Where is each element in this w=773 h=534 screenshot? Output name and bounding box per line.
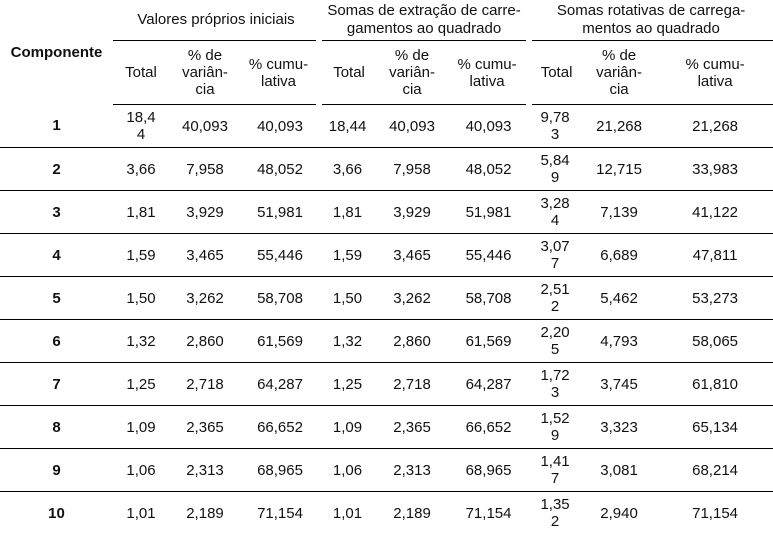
group-header-initial: Valores próprios iniciais <box>113 0 319 41</box>
table-cell: 33,983 <box>657 148 773 191</box>
sub-header-row <box>0 41 773 105</box>
table-cell: 2,860 <box>169 320 241 363</box>
table-cell: 3,66 <box>113 148 169 191</box>
table-cell: 71,154 <box>241 492 319 534</box>
table-cell: 66,652 <box>241 406 319 449</box>
sub-header: % de variân- cia <box>376 41 448 105</box>
table-cell: 1,06 <box>319 449 376 492</box>
table-cell: 41,122 <box>657 191 773 234</box>
table-row <box>0 148 773 191</box>
table-cell: 1,59 <box>319 234 376 277</box>
table-cell: 3,262 <box>376 277 448 320</box>
table-cell: 3,07 7 <box>529 234 581 277</box>
table-cell: 68,214 <box>657 449 773 492</box>
sub-header: Total <box>529 41 581 105</box>
table-cell: 40,093 <box>241 105 319 148</box>
table-cell: 2,189 <box>169 492 241 534</box>
table-cell: 2,718 <box>169 363 241 406</box>
table-cell: 1,81 <box>113 191 169 234</box>
table-cell: 68,965 <box>448 449 529 492</box>
table-cell: 5,462 <box>581 277 657 320</box>
table-cell: 1,52 9 <box>529 406 581 449</box>
table-cell: 1,25 <box>113 363 169 406</box>
table-cell: 61,810 <box>657 363 773 406</box>
table-row <box>0 234 773 277</box>
component-number: 5 <box>0 277 113 320</box>
table-cell: 21,268 <box>581 105 657 148</box>
sub-header: % cumu- lativa <box>241 41 319 105</box>
table-cell: 65,134 <box>657 406 773 449</box>
sub-header: % cumu- lativa <box>448 41 529 105</box>
table-cell: 2,940 <box>581 492 657 534</box>
table-cell: 51,981 <box>241 191 319 234</box>
table-cell: 3,66 <box>319 148 376 191</box>
table-cell: 12,715 <box>581 148 657 191</box>
table-cell: 1,35 2 <box>529 492 581 534</box>
table-cell: 7,958 <box>376 148 448 191</box>
table-cell: 55,446 <box>448 234 529 277</box>
table-cell: 3,465 <box>376 234 448 277</box>
sub-header: % de variân- cia <box>581 41 657 105</box>
component-number: 2 <box>0 148 113 191</box>
table-cell: 1,59 <box>113 234 169 277</box>
group-header-extraction: Somas de extração de carre- gamentos ao quadrado <box>319 0 529 41</box>
table-cell: 1,32 <box>113 320 169 363</box>
table-cell: 2,718 <box>376 363 448 406</box>
component-number: 4 <box>0 234 113 277</box>
table-cell: 48,052 <box>241 148 319 191</box>
component-number: 7 <box>0 363 113 406</box>
table-cell: 1,09 <box>113 406 169 449</box>
table-cell: 1,50 <box>113 277 169 320</box>
table-row <box>0 363 773 406</box>
table-cell: 2,313 <box>376 449 448 492</box>
sub-header: Total <box>113 41 169 105</box>
table-cell: 58,708 <box>241 277 319 320</box>
table-cell: 1,41 7 <box>529 449 581 492</box>
table-cell: 71,154 <box>448 492 529 534</box>
table-cell: 1,06 <box>113 449 169 492</box>
table-cell: 61,569 <box>241 320 319 363</box>
table-cell: 9,78 3 <box>529 105 581 148</box>
table-row <box>0 277 773 320</box>
table-cell: 7,958 <box>169 148 241 191</box>
component-number: 8 <box>0 406 113 449</box>
table-cell: 4,793 <box>581 320 657 363</box>
component-number: 1 <box>0 105 113 148</box>
table-cell: 18,4 4 <box>113 105 169 148</box>
table-cell: 2,860 <box>376 320 448 363</box>
component-header: Componente <box>0 0 113 105</box>
table-cell: 2,51 2 <box>529 277 581 320</box>
sub-header: % cumu- lativa <box>657 41 773 105</box>
table-cell: 2,365 <box>376 406 448 449</box>
table-cell: 55,446 <box>241 234 319 277</box>
table-cell: 51,981 <box>448 191 529 234</box>
table-cell: 1,81 <box>319 191 376 234</box>
table-cell: 58,708 <box>448 277 529 320</box>
table-cell: 68,965 <box>241 449 319 492</box>
table-cell: 47,811 <box>657 234 773 277</box>
table-cell: 66,652 <box>448 406 529 449</box>
table-cell: 1,09 <box>319 406 376 449</box>
table-cell: 2,365 <box>169 406 241 449</box>
component-number: 10 <box>0 492 113 534</box>
table-cell: 3,929 <box>376 191 448 234</box>
table-cell: 1,72 3 <box>529 363 581 406</box>
table-cell: 6,689 <box>581 234 657 277</box>
table-cell: 3,745 <box>581 363 657 406</box>
table-cell: 2,189 <box>376 492 448 534</box>
table-cell: 1,01 <box>113 492 169 534</box>
table-cell: 40,093 <box>169 105 241 148</box>
table-cell: 1,50 <box>319 277 376 320</box>
table-cell: 2,313 <box>169 449 241 492</box>
table-cell: 3,323 <box>581 406 657 449</box>
table-cell: 3,929 <box>169 191 241 234</box>
component-number: 3 <box>0 191 113 234</box>
table-cell: 21,268 <box>657 105 773 148</box>
table-row <box>0 449 773 492</box>
table-cell: 71,154 <box>657 492 773 534</box>
table-cell: 7,139 <box>581 191 657 234</box>
table-cell: 1,01 <box>319 492 376 534</box>
table-cell: 3,465 <box>169 234 241 277</box>
table-cell: 3,262 <box>169 277 241 320</box>
table-cell: 1,25 <box>319 363 376 406</box>
table-row <box>0 105 773 148</box>
table-cell: 3,081 <box>581 449 657 492</box>
table-cell: 18,44 <box>319 105 376 148</box>
group-header-rotation: Somas rotativas de carrega- mentos ao quadrado <box>529 0 773 41</box>
table-cell: 2,20 5 <box>529 320 581 363</box>
table-cell: 5,84 9 <box>529 148 581 191</box>
table-cell: 61,569 <box>448 320 529 363</box>
table-cell: 40,093 <box>448 105 529 148</box>
table-cell: 53,273 <box>657 277 773 320</box>
component-number: 6 <box>0 320 113 363</box>
table-row <box>0 320 773 363</box>
table-cell: 64,287 <box>241 363 319 406</box>
table-cell: 58,065 <box>657 320 773 363</box>
sub-header: % de variân- cia <box>169 41 241 105</box>
table-row <box>0 406 773 449</box>
sub-header: Total <box>319 41 376 105</box>
table-cell: 48,052 <box>448 148 529 191</box>
table-cell: 40,093 <box>376 105 448 148</box>
component-number: 9 <box>0 449 113 492</box>
table-cell: 64,287 <box>448 363 529 406</box>
table-row <box>0 492 773 534</box>
table-cell: 1,32 <box>319 320 376 363</box>
table-row <box>0 191 773 234</box>
table-cell: 3,28 4 <box>529 191 581 234</box>
